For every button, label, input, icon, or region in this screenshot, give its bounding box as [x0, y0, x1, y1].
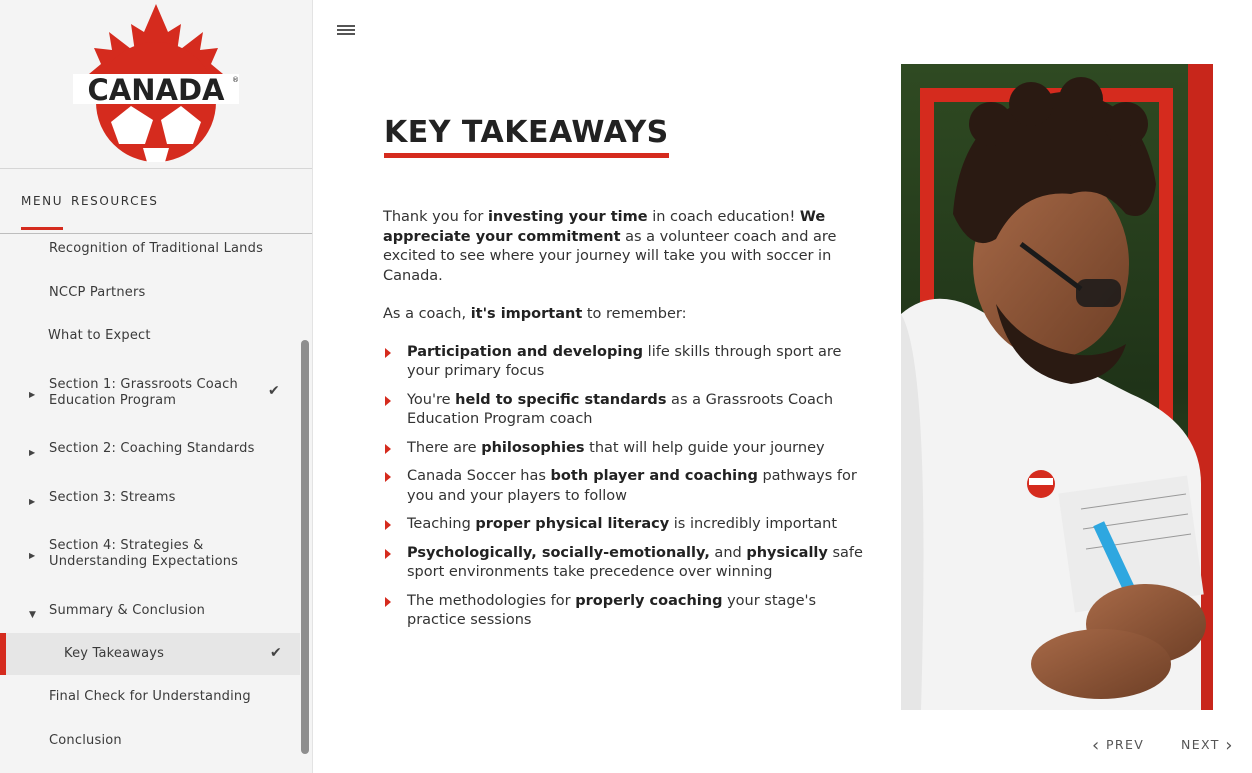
caret-right-icon[interactable]: ▶ — [29, 448, 36, 457]
caret-right-icon[interactable]: ▶ — [29, 551, 36, 560]
list-item: There are philosophies that will help guide your journey — [383, 439, 873, 459]
menu-item-key-takeaways[interactable] — [0, 633, 300, 675]
canada-soccer-logo[interactable] — [73, 2, 239, 168]
caret-right-icon[interactable]: ▶ — [29, 390, 36, 399]
menu-list — [0, 234, 312, 773]
takeaways-list — [383, 343, 873, 631]
menu-item-section-4[interactable] — [0, 538, 300, 572]
list-item: Participation and developing life skills through sport are your primary focus — [383, 343, 873, 382]
tab-resources[interactable]: RESOURCES — [71, 194, 159, 208]
checkmark-icon: ✔ — [270, 645, 282, 661]
menu-item-label: Final Check for Understanding — [49, 689, 251, 704]
chevron-left-icon: ‹ — [1092, 735, 1101, 756]
menu-item-label: Section 1: Grassroots Coach Education Program — [49, 377, 238, 408]
menu-item-section-1[interactable] — [0, 377, 300, 411]
caret-right-icon[interactable]: ▶ — [29, 497, 36, 506]
chevron-right-icon: › — [1225, 735, 1234, 756]
list-item: The methodologies for properly coaching your stage's practice sessions — [383, 592, 873, 631]
logo-text: CANADA — [87, 73, 225, 107]
list-item: You're held to specific standards as a Grassroots Coach Education Program coach — [383, 391, 873, 430]
menu-item-label: Section 2: Coaching Standards — [49, 441, 255, 456]
menu-item-label: What to Expect — [48, 328, 151, 343]
menu-item-label: Section 4: Strategies & Understanding Expectations — [49, 538, 239, 569]
menu-item-label: NCCP Partners — [49, 285, 146, 300]
hamburger-menu-icon[interactable] — [337, 25, 357, 39]
tab-menu[interactable]: MENU — [21, 194, 63, 230]
list-item: Psychologically, socially-emotionally, and physically safe sport environments take precedence over winning — [383, 544, 873, 583]
sidebar-scrollbar[interactable] — [301, 340, 309, 754]
logo-registered-mark: ® — [232, 76, 239, 84]
main-content — [383, 208, 873, 640]
page-title: KEY TAKEAWAYS — [384, 115, 669, 158]
prev-button[interactable] — [1092, 735, 1144, 756]
menu-item-label: Key Takeaways — [64, 646, 165, 661]
prev-label: PREV — [1105, 737, 1145, 752]
menu-item-label: Section 3: Streams — [49, 490, 176, 505]
logo-area — [0, 0, 312, 169]
menu-item-label: Recognition of Traditional Lands — [49, 241, 264, 256]
intro-paragraph: Thank you for investing your time in coach education! We appreciate your commitment as a volunteer coach and are excited to see where your journey will take you with soccer in Canada. — [383, 209, 837, 284]
menu-item-label: Conclusion — [49, 733, 122, 748]
caret-down-icon[interactable]: ▼ — [29, 610, 37, 620]
checkmark-icon: ✔ — [268, 383, 280, 399]
sidebar — [0, 0, 313, 773]
menu-item-label: Summary & Conclusion — [49, 603, 206, 618]
coach-photo — [901, 64, 1213, 710]
list-item: Canada Soccer has both player and coaching pathways for you and your players to follow — [383, 467, 873, 506]
next-button[interactable] — [1181, 735, 1234, 756]
lead-paragraph: As a coach, it's important to remember: — [383, 306, 687, 322]
list-item: Teaching proper physical literacy is incredibly important — [383, 515, 873, 535]
next-label: NEXT — [1181, 737, 1220, 752]
sidebar-tabs — [0, 169, 312, 234]
